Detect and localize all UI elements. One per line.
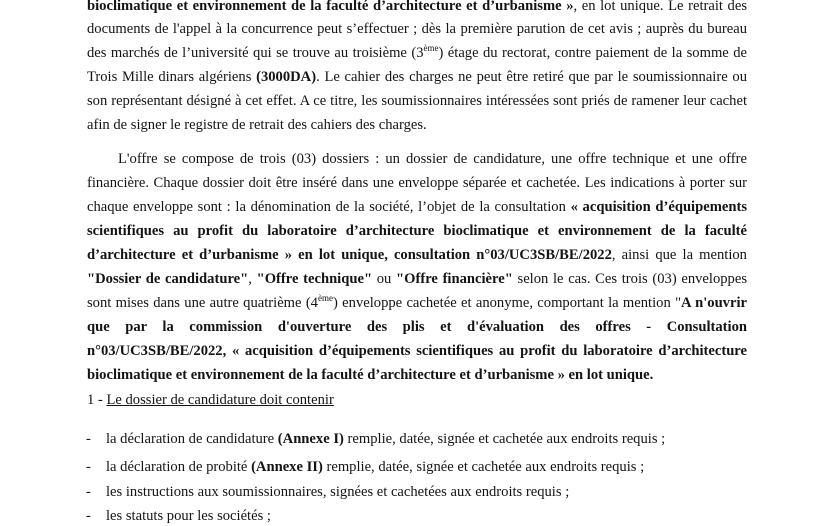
p2-line-10: bioclimatique et environnement de la faculté d’architecture et d’urbanisme » en lot unique.	[87, 367, 654, 383]
p2-line-6: "Dossier de candidature", "Offre technique" ou "Offre financière" selon le cas. Ces trois (03) enveloppes	[87, 271, 748, 287]
section-1-heading: 1 - Le dossier de candidature doit contenir	[87, 392, 334, 408]
p2-line-3: chaque enveloppe sont : la dénomination de la société, l’objet de la consultation « acquisition d’équipements	[87, 199, 747, 215]
p1-line-5: son représentant désigné à cet effet. A ce titre, les soumissionnaires intéressées sont priés de ramener leur cachet	[87, 93, 747, 109]
p2-line-7: sont mises dans une autre quatrième (4ème) enveloppe cachetée et anonyme, comportant la mention "A n'ouvrir	[87, 293, 747, 311]
p1-line-3: des marchés de l’université qui se trouve au troisième (3ème) étage du rectorat, contre paiement de la somme de	[87, 43, 747, 61]
p1-line-2: documents de l'appel à la concurrence peut s’effectuer ; dès la première parution de cet avis ; auprès du bureau	[87, 21, 747, 37]
p2-line-4: scientifiques au profit du laboratoire d’architecture bioclimatique et environnement de la faculté	[87, 223, 747, 239]
p2-line-5: d’architecture et d’urbanisme » en lot unique, consultation n°03/UC3SB/BE/2022, ainsi que la mention	[87, 247, 747, 263]
p1-line-6: afin de signer le registre de retrait des cahiers des charges.	[87, 117, 427, 133]
p2-line-8: que par la commission d'ouverture des plis et d'évaluation des offres - Consultation	[87, 319, 747, 335]
p1-line-1: bioclimatique et environnement de la faculté d’architecture et d’urbanisme », en lot unique. Le retrait des	[87, 0, 748, 14]
p2-line-1: L'offre se compose de trois (03) dossiers : un dossier de candidature, une offre technique et une offre	[118, 151, 747, 167]
p2-line-2: financière. Chaque dossier doit être inséré dans une enveloppe séparée et cachetée. Les indications à porter sur	[87, 175, 747, 191]
p1-line-4: Trois Mille dinars algériens (3000DA). Le cahier des charges ne peut être retiré que par le soumissionnaire ou	[87, 69, 747, 85]
p2-line-9: n°03/UC3SB/BE/2022, « acquisition d’équipements scientifiques au profit du laboratoire d’architecture	[87, 343, 747, 359]
document-page: bioclimatique et environnement de la faculté d’architecture et d’urbanisme », en lot unique. Le retrait des documents de l'appel à la concurrence peut s’effectuer ; dès la première parution de cet avis ; auprès du bureau des marchés de l’université qui se trouve au troisième (3ème) étage du rectorat, contre paiement de la somme de Trois Mille dinars algériens (3000DA). Le cahier des charges ne peut être retiré que par le soumissionnaire ou son représentant désigné à cet effet. A ce titre, les soumissionnaires intéressées sont priés de ramener leur cachet afin de signer le registre de retrait des cahiers des charges. L'offre se compose de trois (03) dossiers : un dossier de candidature, une offre technique et une offre financière. Chaque dossier doit être inséré dans une enveloppe séparée et cachetée. Les indications à porter sur chaque enveloppe sont : la dénomination de la société, l’objet de la consultation « acquisition d’équipements scientifiques au profit du laboratoire d’architecture bioclimatique et environnement de la faculté d’architecture et d’urbanisme » en lot unique, consultation n°03/UC3SB/BE/2022, ainsi que la mention "Dossier de candidature", "Offre technique" ou "Offre financière" selon le cas. Ces trois (03) enveloppes sont mises dans une autre quatrième (4ème) enveloppe cachetée et anonyme, comportant la mention "A n'ouvrir que par la commission d'ouverture des plis et d'évaluation des offres - Consultation n°03/UC3SB/BE/2022, « acquisition d’équipements scientifiques au profit du laboratoire d’architecture bioclimatique et environnement de la faculté d’architecture et d’urbanisme » en lot unique. 1 - Le dossier de candidature doit contenir - la déclaration de candidature (Annexe I) remplie, datée, signée et cachetée aux endroits requis ; - la déclaration de probité (Annexe II) remplie, datée, signée et cachetée aux endroits requis ; - les instructions aux soumissionnaires, signées et cachetées aux endroits requis ; - les statuts pour les sociétés ;	[0, 0, 818, 516]
